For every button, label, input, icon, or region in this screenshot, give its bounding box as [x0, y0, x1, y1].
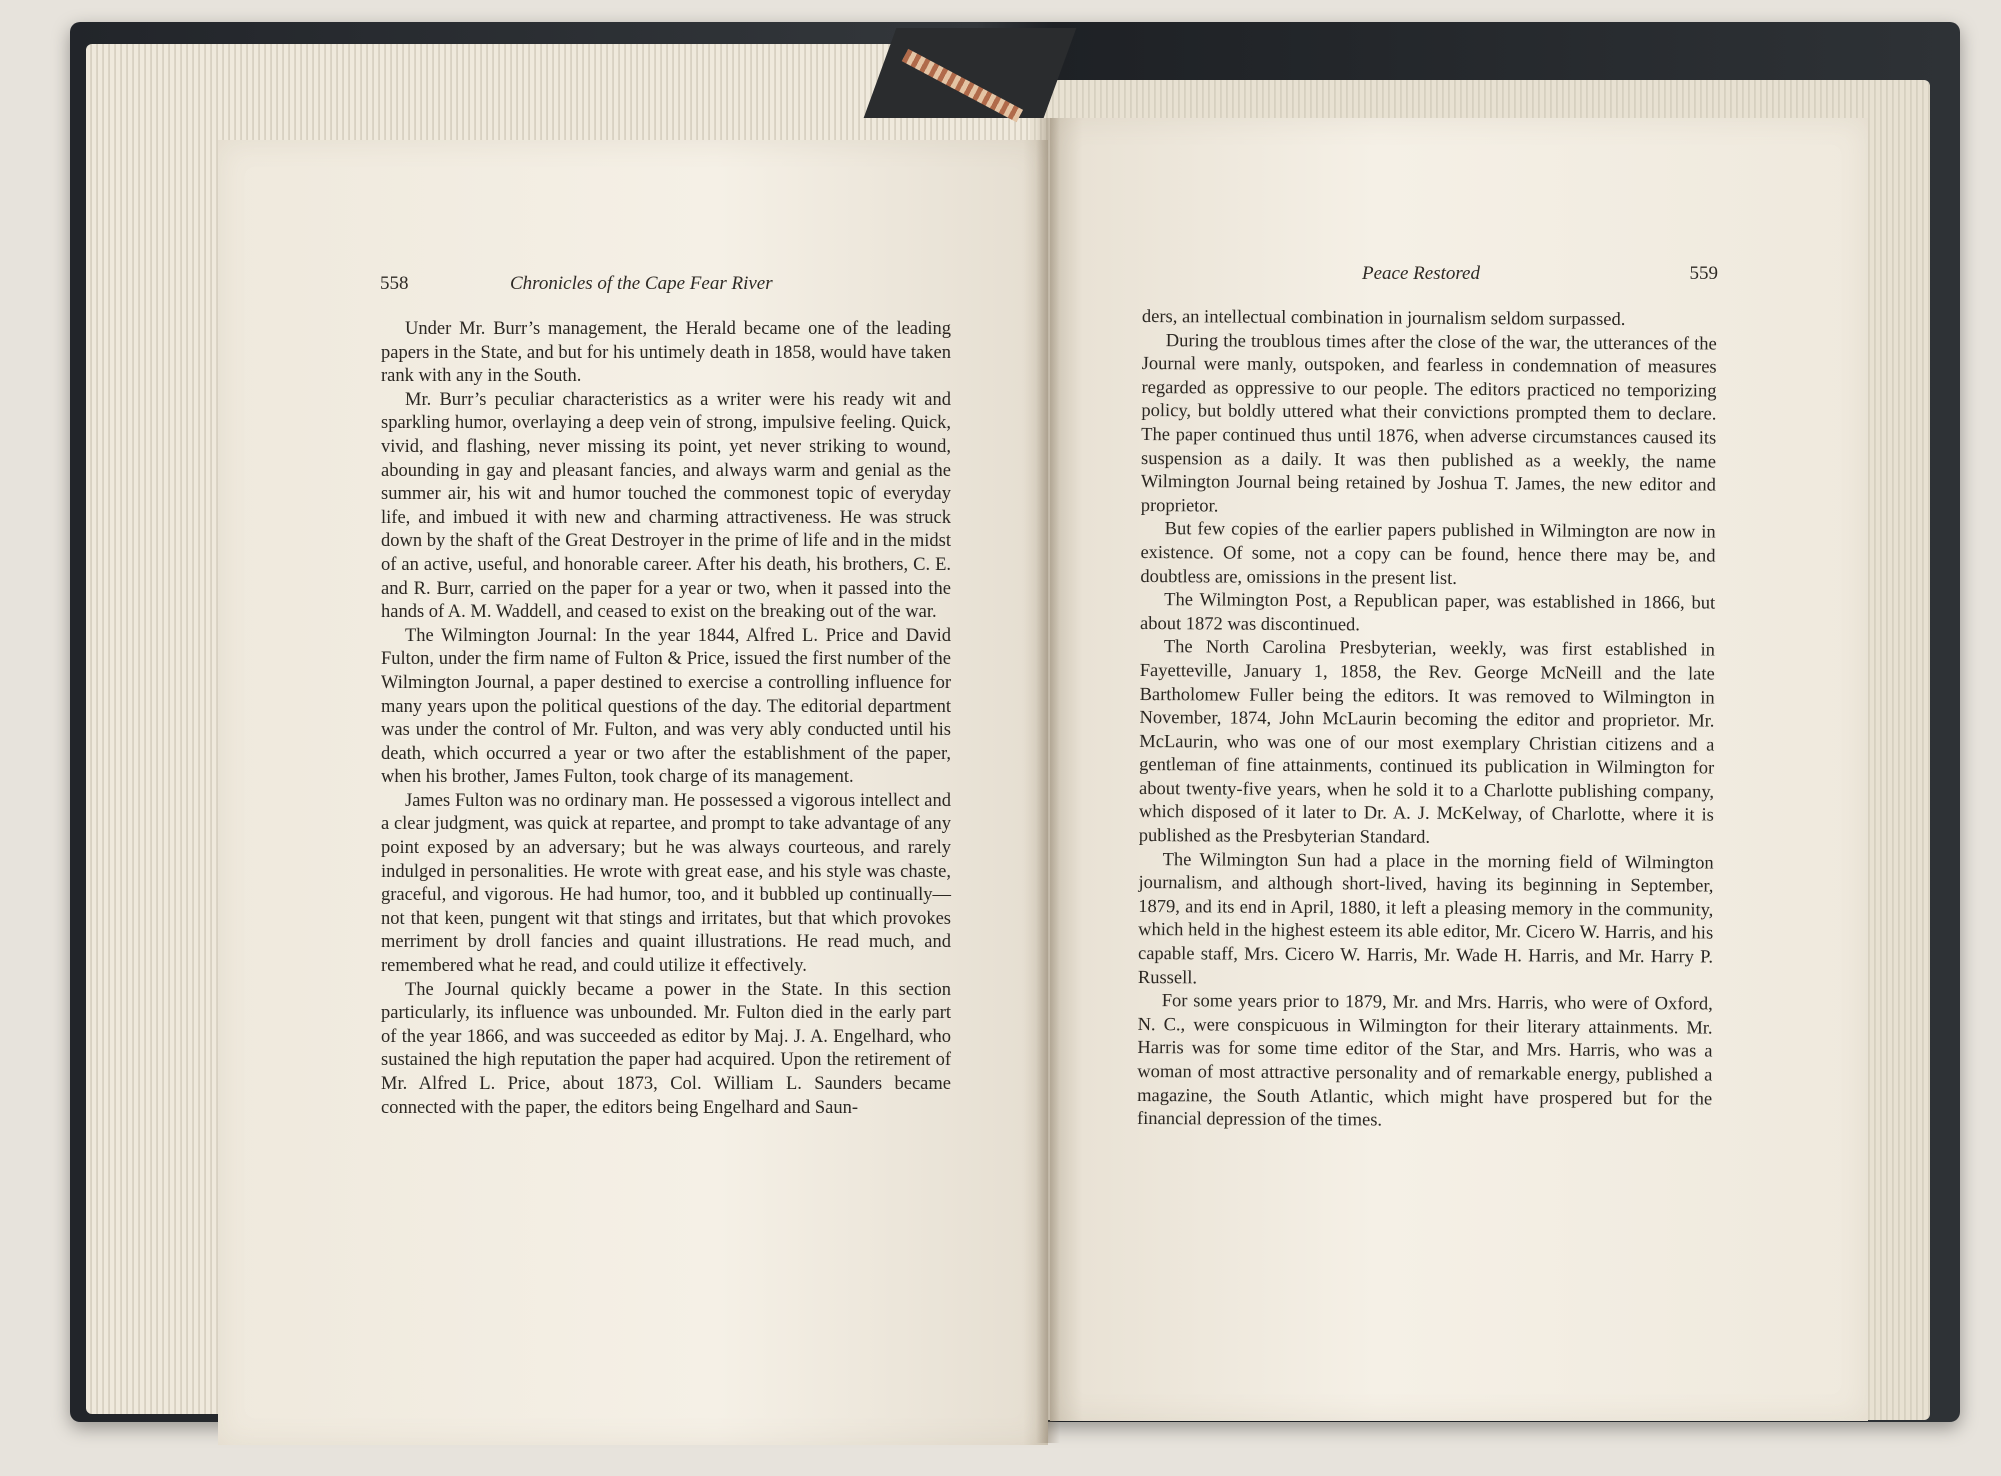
right-page-number: 559 [1689, 263, 1718, 284]
paragraph: Under Mr. Burr’s management, the Herald became one of the leading papers in the State, and but for his untimely death in 1858, would have taken rank with any in the South. [381, 319, 951, 387]
left-page-text [381, 318, 951, 1120]
right-page-text [1137, 306, 1717, 1135]
left-page-number: 558 [380, 273, 409, 294]
gutter-shadow [1036, 118, 1060, 1443]
paragraph: The Wilmington Post, a Republican paper, was established in 1866, but about 1872 was discontinued. [1139, 590, 1716, 636]
paragraph: For some years prior to 1879, Mr. and Mrs. Harris, who were of Oxford, N. C., were conspicuous in Wilmington for their literary attainments. Mr. Harris was for some time editor of the Star, and Mrs. Harris, who was a woman of most attractive personality and of remarkable energy, published a magazine, the South Atlantic, which might have prospered but for the financial depression of the times. [1136, 991, 1713, 1131]
right-running-title: Peace Restored [1362, 263, 1480, 284]
paragraph: During the troublous times after the close of the war, the utterances of the Journal were manly, outspoken, and fearless in condemnation of measures regarded as oppressive to our people. The editors practiced no temporizing policy, but boldly uttered what their convictions prompted them to declare. The paper continued thus until 1876, when adverse circumstances caused its suspension as a daily. It was then published as a weekly, the name Wilmington Journal being retained by Joshua T. James, the new editor and proprietor. [1140, 330, 1717, 517]
book-spine [864, 28, 1077, 118]
paragraph: Mr. Burr’s peculiar characteristics as a writer were his ready wit and sparkling humor, overlaying a deep vein of strong, impulsive feeling. Quick, vivid, and flashing, never missing its point, yet never striking to wound, abounding in gay and pleasant fancies, and always warm and genial as the summer air, his wit and humor touched the commonest topic of everyday life, and imbued it with new and charming attractiveness. He was struck down by the shaft of the Great Destroyer in the prime of life and in the midst of an active, useful, and honorable career. After his death, his brothers, C. E. and R. Burr, carried on the paper for a year or two, when it passed into the hands of A. M. Waddell, and ceased to exist on the breaking out of the war. [381, 389, 951, 623]
left-running-title: Chronicles of the Cape Fear River [510, 273, 773, 294]
paragraph: James Fulton was no ordinary man. He possessed a vigorous intellect and a clear judgment, was quick at repartee, and prompt to take advantage of any point exposed by an adversary; but he was always courteous, and rarely indulged in personalities. He wrote with great ease, and his style was chaste, graceful, and vigorous. He had humor, too, and it bubbled up continually—not that keen, pungent wit that stings and irritates, but that which provokes merriment by droll fancies and quaint illustrations. He read much, and remembered what he read, and could utilize it effectively. [381, 790, 951, 977]
paragraph: The North Carolina Presbyterian, weekly, was first established in Fayetteville, January 1, 1858, the Rev. George McNeill and the late Bartholomew Fuller being the editors. It was removed to Wilmington in November, 1874, John McLaurin becoming the editor and proprietor. Mr. McLaurin, who was one of our most exemplary Christian citizens and a gentleman of fine attainments, continued its publication in Wilmington for about twenty-five years, when he sold it to a Charlotte publishing company, which disposed of it later to Dr. A. J. McKelway, of Charlotte, where it is published as the Presbyterian Standard. [1138, 637, 1715, 848]
paragraph: The Wilmington Sun had a place in the morning field of Wilmington journalism, and although short-lived, having its beginning in September, 1879, and its end in April, 1880, it left a pleasing memory in the community, which held in the highest esteem its able editor, Mr. Cicero W. Harris, and his capable staff, Mrs. Cicero W. Harris, Mr. Wade H. Harris, and Mr. Harry P. Russell. [1137, 849, 1714, 988]
paragraph: The Journal quickly became a power in the State. In this section particularly, its influence was unbounded. Mr. Fulton died in the early part of the year 1866, and was succeeded as editor by Maj. J. A. Engelhard, who sustained the high reputation the paper had acquired. Upon the retirement of Mr. Alfred L. Price, about 1873, Col. William L. Saunders became connected with the paper, the editors being Engelhard and Saun- [381, 979, 951, 1118]
paragraph: But few copies of the earlier papers published in Wilmington are now in existence. Of some, not a copy can be found, hence there may be, and doubtless are, omissions in the present list. [1140, 519, 1716, 589]
paragraph: ders, an intellectual combination in journalism seldom surpassed. [1141, 306, 1626, 330]
paragraph: The Wilmington Journal: In the year 1844, Alfred L. Price and David Fulton, under the firm name of Fulton & Price, issued the first number of the Wilmington Journal, a paper destined to exercise a controlling influence for many years upon the political questions of the day. The editorial department was under the control of Mr. Fulton, and was very ably conducted until his death, which occurred a year or two after the establishment of the paper, when his brother, James Fulton, took charge of its management. [381, 625, 951, 788]
